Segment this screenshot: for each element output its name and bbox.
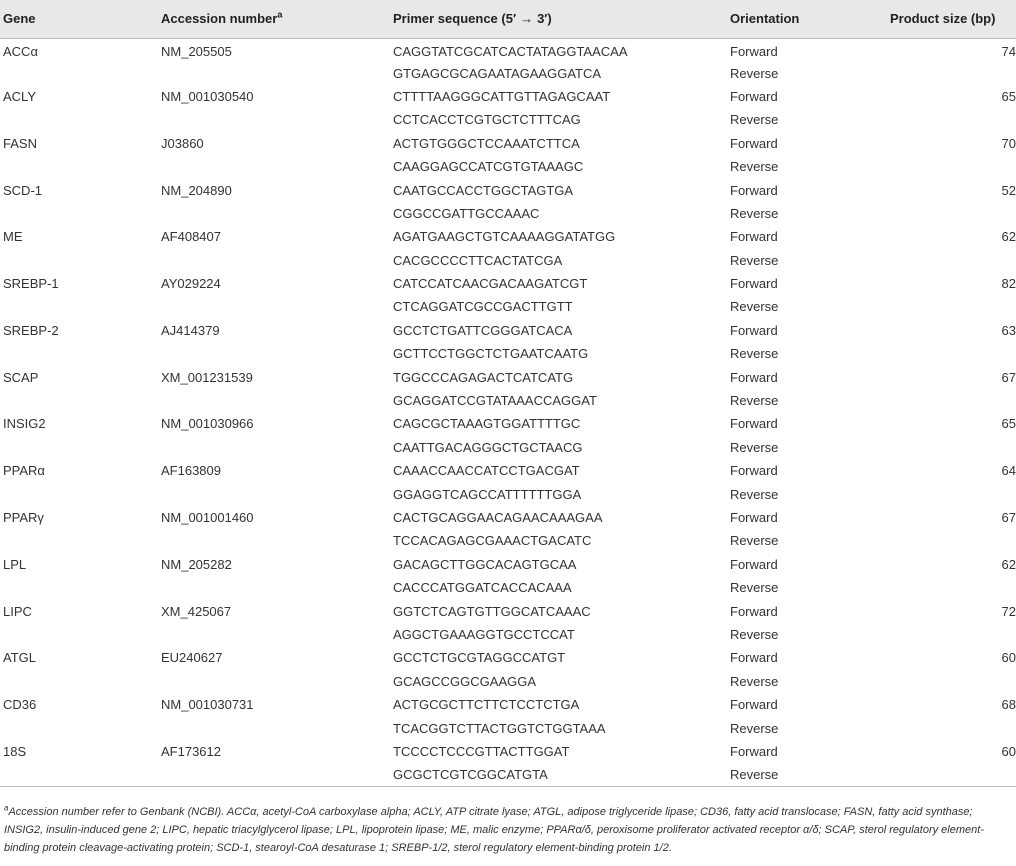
accession-cell-empty bbox=[161, 389, 393, 412]
gene-cell-empty bbox=[0, 389, 161, 412]
accession-cell-empty bbox=[161, 155, 393, 178]
reverse-primer-cell: GTGAGCGCAGAATAGAAGGATCA bbox=[393, 65, 602, 81]
orientation-cell: Reverse bbox=[730, 205, 779, 221]
orientation-cell: Reverse bbox=[730, 252, 779, 268]
reverse-primer-cell: GCAGGATCCGTATAAACCAGGAT bbox=[393, 393, 597, 409]
product-size-cell: 52 bbox=[1001, 182, 1016, 198]
header-accession bbox=[161, 0, 393, 38]
gene-cell: PPARα bbox=[3, 463, 45, 479]
orientation-cell: Reverse bbox=[730, 65, 779, 81]
product-size-cell: 62 bbox=[1001, 229, 1016, 245]
table-row bbox=[0, 716, 1016, 739]
table-row bbox=[0, 553, 1016, 576]
accession-cell-empty bbox=[161, 670, 393, 693]
forward-primer-cell: GCCTCTGCGTAGGCCATGT bbox=[393, 650, 566, 666]
accession-cell-empty bbox=[161, 61, 393, 84]
orientation-cell: Forward bbox=[730, 88, 778, 104]
accession-cell-empty bbox=[161, 342, 393, 365]
product-size-cell-empty bbox=[890, 61, 1016, 84]
table-row bbox=[0, 155, 1016, 178]
forward-primer-cell: ACTGTGGGCTCCAAATCTTCA bbox=[393, 135, 580, 151]
table-footnote bbox=[4, 803, 1012, 857]
accession-cell: AF408407 bbox=[161, 229, 221, 245]
table-header bbox=[0, 0, 1016, 38]
product-size-cell: 70 bbox=[1001, 135, 1016, 151]
product-size-cell: 67 bbox=[1001, 510, 1016, 525]
forward-primer-cell: CAATGCCACCTGGCTAGTGA bbox=[393, 182, 574, 198]
forward-primer-cell: ACTGCGCTTCTTCTCCTCTGA bbox=[393, 697, 580, 713]
table-row bbox=[0, 599, 1016, 622]
header-product-size: Product size (bp) bbox=[890, 0, 1016, 38]
header-gene: Gene bbox=[0, 0, 161, 38]
product-size-cell: 74 bbox=[1001, 44, 1016, 60]
gene-cell-empty bbox=[0, 763, 161, 786]
header-orientation: Orientation bbox=[730, 0, 890, 38]
header-accession-footnote-marker: a bbox=[277, 9, 283, 20]
table-row bbox=[0, 412, 1016, 435]
gene-cell-empty bbox=[0, 576, 161, 599]
gene-cell-empty bbox=[0, 295, 161, 318]
reverse-primer-cell: GGAGGTCAGCCATTTTTTGGA bbox=[393, 486, 582, 502]
product-size-cell: 68 bbox=[1001, 697, 1016, 713]
orientation-cell: Forward bbox=[730, 322, 778, 338]
orientation-cell: Reverse bbox=[730, 159, 779, 175]
product-size-cell: 72 bbox=[1001, 603, 1016, 619]
orientation-cell: Reverse bbox=[730, 439, 779, 455]
forward-primer-cell: GCCTCTGATTCGGGATCACA bbox=[393, 322, 573, 338]
accession-cell-empty bbox=[161, 716, 393, 739]
product-size-cell-empty bbox=[890, 249, 1016, 272]
table-row bbox=[0, 38, 1016, 61]
accession-cell-empty bbox=[161, 482, 393, 505]
accession-cell: AF163809 bbox=[161, 463, 221, 479]
orientation-cell: Forward bbox=[730, 44, 778, 60]
header-primer-prefix: Primer sequence (5′ bbox=[393, 11, 517, 27]
accession-cell: EU240627 bbox=[161, 650, 223, 666]
forward-primer-cell: GACAGCTTGGCACAGTGCAA bbox=[393, 556, 577, 572]
accession-cell-empty bbox=[161, 249, 393, 272]
accession-cell: AJ414379 bbox=[161, 322, 220, 338]
product-size-cell: 82 bbox=[1001, 276, 1016, 292]
orientation-cell: Forward bbox=[730, 416, 778, 432]
forward-primer-cell: CATCCATCAACGACAAGATCGT bbox=[393, 276, 588, 292]
gene-cell: FASN bbox=[3, 135, 37, 151]
table-row bbox=[0, 178, 1016, 201]
header-primer-sequence bbox=[393, 0, 730, 38]
product-size-cell: 62 bbox=[1001, 556, 1016, 572]
gene-cell: ATGL bbox=[3, 650, 36, 666]
gene-cell-empty bbox=[0, 623, 161, 646]
footnote-text: Accession number refer to Genbank (NCBI). ACCα, acetyl-CoA carboxylase alpha; ACLY, ATP citrate lyase; ATGL, adipose triglyceride lipase; CD36, fatty acid translocase; FASN, fatty acid synthase; INSIG2, insulin-induced gene 2; LIPC, hepatic triacylglycerol lipase; LPL, lipoprotein lipase; ME, malic enzyme; PPARα/δ, peroxisome proliferator activated receptor α/δ; SCAP, sterol regulatory element-binding protein cleavage-activating protein; SCD-1, stearoyl-CoA desaturase 1; SREBP-1/2, sterol regulatory element-binding protein 1/2. bbox=[4, 806, 984, 854]
gene-cell: 18S bbox=[3, 743, 27, 759]
orientation-cell: Forward bbox=[730, 556, 778, 572]
orientation-cell: Forward bbox=[730, 743, 778, 759]
gene-cell-empty bbox=[0, 155, 161, 178]
reverse-primer-cell: CACGCCCCTTCACTATCGA bbox=[393, 252, 563, 268]
table-row bbox=[0, 342, 1016, 365]
product-size-cell: 64 bbox=[1001, 463, 1016, 479]
table-row bbox=[0, 272, 1016, 295]
product-size-cell-empty bbox=[890, 342, 1016, 365]
reverse-primer-cell: CGGCCGATTGCCAAAC bbox=[393, 205, 540, 221]
product-size-cell: 67 bbox=[1001, 369, 1016, 385]
accession-cell-empty bbox=[161, 576, 393, 599]
gene-cell-empty bbox=[0, 61, 161, 84]
product-size-cell-empty bbox=[890, 716, 1016, 739]
orientation-cell: Reverse bbox=[730, 580, 779, 596]
forward-primer-cell: AGATGAAGCTGTCAAAAGGATATGG bbox=[393, 229, 616, 245]
orientation-cell: Reverse bbox=[730, 720, 779, 736]
table-row bbox=[0, 319, 1016, 342]
accession-cell-empty bbox=[161, 623, 393, 646]
table-row bbox=[0, 646, 1016, 669]
product-size-cell: 60 bbox=[1001, 650, 1016, 666]
accession-cell: XM_425067 bbox=[161, 603, 232, 619]
table-body bbox=[0, 38, 1016, 787]
table-row bbox=[0, 529, 1016, 552]
table-row bbox=[0, 389, 1016, 412]
reverse-primer-cell: AGGCTGAAAGGTGCCTCCAT bbox=[393, 626, 575, 642]
product-size-cell-empty bbox=[890, 108, 1016, 131]
gene-cell: LIPC bbox=[3, 603, 32, 619]
orientation-cell: Forward bbox=[730, 650, 778, 666]
table-row bbox=[0, 436, 1016, 459]
table-row bbox=[0, 623, 1016, 646]
right-arrow-icon: → bbox=[520, 11, 534, 27]
gene-cell-empty bbox=[0, 202, 161, 225]
reverse-primer-cell: CTCAGGATCGCCGACTTGTT bbox=[393, 299, 573, 315]
product-size-cell-empty bbox=[890, 482, 1016, 505]
table-row bbox=[0, 670, 1016, 693]
accession-cell: NM_001001460 bbox=[161, 510, 254, 525]
table-row bbox=[0, 365, 1016, 388]
gene-cell: LPL bbox=[3, 556, 27, 572]
table-row bbox=[0, 506, 1016, 529]
orientation-cell: Reverse bbox=[730, 299, 779, 315]
orientation-cell: Forward bbox=[730, 463, 778, 479]
gene-cell: ACLY bbox=[3, 88, 36, 104]
orientation-cell: Forward bbox=[730, 135, 778, 151]
orientation-cell: Forward bbox=[730, 229, 778, 245]
gene-cell-empty bbox=[0, 482, 161, 505]
table-row bbox=[0, 740, 1016, 763]
gene-cell: SCAP bbox=[3, 369, 39, 385]
accession-cell: NM_001030731 bbox=[161, 697, 254, 713]
gene-cell: ACCα bbox=[3, 44, 38, 60]
forward-primer-cell: CAGGTATCGCATCACTATAGGTAACAA bbox=[393, 44, 628, 60]
table-row bbox=[0, 225, 1016, 248]
table-row bbox=[0, 61, 1016, 84]
product-size-cell: 60 bbox=[1001, 743, 1016, 759]
orientation-cell: Forward bbox=[730, 603, 778, 619]
header-primer-suffix: 3′) bbox=[537, 11, 552, 27]
accession-cell-empty bbox=[161, 763, 393, 786]
product-size-cell-empty bbox=[890, 576, 1016, 599]
product-size-cell-empty bbox=[890, 389, 1016, 412]
gene-cell-empty bbox=[0, 249, 161, 272]
gene-cell: INSIG2 bbox=[3, 416, 46, 432]
gene-cell-empty bbox=[0, 716, 161, 739]
orientation-cell: Reverse bbox=[730, 112, 779, 128]
reverse-primer-cell: GCGCTCGTCGGCATGTA bbox=[393, 763, 730, 786]
orientation-cell: Reverse bbox=[730, 763, 890, 786]
gene-cell: ME bbox=[3, 229, 23, 245]
forward-primer-cell: TGGCCCAGAGACTCATCATG bbox=[393, 369, 574, 385]
product-size-cell-empty bbox=[890, 155, 1016, 178]
orientation-cell: Forward bbox=[730, 697, 778, 713]
gene-cell: SREBP-1 bbox=[3, 276, 59, 292]
reverse-primer-cell: CAAGGAGCCATCGTGTAAAGC bbox=[393, 159, 584, 175]
accession-cell: XM_001231539 bbox=[161, 369, 253, 385]
accession-cell: NM_001030540 bbox=[161, 88, 254, 104]
accession-cell: AY029224 bbox=[161, 276, 221, 292]
orientation-cell: Reverse bbox=[730, 393, 779, 409]
table-row bbox=[0, 249, 1016, 272]
accession-cell-empty bbox=[161, 529, 393, 552]
table-row bbox=[0, 576, 1016, 599]
orientation-cell: Reverse bbox=[730, 486, 779, 502]
orientation-cell: Reverse bbox=[730, 673, 779, 689]
orientation-cell: Forward bbox=[730, 276, 778, 292]
gene-cell: SCD-1 bbox=[3, 182, 43, 198]
header-row bbox=[0, 0, 1016, 38]
accession-cell-empty bbox=[161, 108, 393, 131]
gene-cell: CD36 bbox=[3, 697, 37, 713]
reverse-primer-cell: CACCCATGGATCACCACAAA bbox=[393, 580, 572, 596]
reverse-primer-cell: TCACGGTCTTACTGGTCTGGTAAA bbox=[393, 720, 606, 736]
product-size-cell: 65 bbox=[1001, 416, 1016, 432]
accession-cell: AF173612 bbox=[161, 743, 221, 759]
product-size-cell-empty bbox=[890, 295, 1016, 318]
gene-cell-empty bbox=[0, 436, 161, 459]
product-size-cell-empty bbox=[890, 623, 1016, 646]
accession-cell-empty bbox=[161, 436, 393, 459]
orientation-cell: Forward bbox=[730, 369, 778, 385]
product-size-cell-empty bbox=[890, 436, 1016, 459]
gene-cell-empty bbox=[0, 108, 161, 131]
product-size-cell: 65 bbox=[1001, 88, 1016, 104]
product-size-cell-empty bbox=[890, 763, 1016, 786]
orientation-cell: Reverse bbox=[730, 346, 779, 362]
gene-cell-empty bbox=[0, 670, 161, 693]
orientation-cell: Reverse bbox=[730, 533, 779, 549]
table-row bbox=[0, 693, 1016, 716]
forward-primer-cell: TCCCCTCCCGTTACTTGGAT bbox=[393, 743, 570, 759]
forward-primer-cell: CTTTTAAGGGCATTGTTAGAGCAAT bbox=[393, 88, 611, 104]
reverse-primer-cell: GCAGCCGGCGAAGGA bbox=[393, 673, 537, 689]
header-accession-label: Accession number bbox=[161, 11, 278, 27]
forward-primer-cell: CAGCGCTAAAGTGGATTTTGC bbox=[393, 416, 581, 432]
accession-cell-empty bbox=[161, 202, 393, 225]
accession-cell: NM_001030966 bbox=[161, 416, 254, 432]
forward-primer-cell: GGTCTCAGTGTTGGCATCAAAC bbox=[393, 603, 591, 619]
product-size-cell-empty bbox=[890, 202, 1016, 225]
product-size-cell-empty bbox=[890, 670, 1016, 693]
accession-cell: NM_205505 bbox=[161, 44, 232, 60]
table-row bbox=[0, 295, 1016, 318]
orientation-cell: Reverse bbox=[730, 626, 779, 642]
forward-primer-cell: CAAACCAACCATCCTGACGAT bbox=[393, 463, 580, 479]
reverse-primer-cell: CAATTGACAGGGCTGCTAACG bbox=[393, 439, 583, 455]
forward-primer-cell: CACTGCAGGAACAGAACAAAGAA bbox=[393, 510, 603, 525]
table-row bbox=[0, 202, 1016, 225]
gene-cell: PPARγ bbox=[3, 510, 44, 525]
product-size-cell: 63 bbox=[1001, 322, 1016, 338]
reverse-primer-cell: CCTCACCTCGTGCTCTTTCAG bbox=[393, 112, 581, 128]
gene-cell: SREBP-2 bbox=[3, 322, 59, 338]
table-row bbox=[0, 108, 1016, 131]
accession-cell: NM_205282 bbox=[161, 556, 232, 572]
reverse-primer-cell: TCCACAGAGCGAAACTGACATC bbox=[393, 533, 592, 549]
table-row bbox=[0, 132, 1016, 155]
orientation-cell: Forward bbox=[730, 510, 778, 525]
footnote-marker: a bbox=[4, 803, 9, 813]
product-size-cell-empty bbox=[890, 529, 1016, 552]
accession-cell: NM_204890 bbox=[161, 182, 232, 198]
table-row bbox=[0, 85, 1016, 108]
gene-cell-empty bbox=[0, 529, 161, 552]
reverse-primer-cell: GCTTCCTGGCTCTGAATCAATG bbox=[393, 346, 589, 362]
table-row bbox=[0, 482, 1016, 505]
gene-cell-empty bbox=[0, 342, 161, 365]
accession-cell: J03860 bbox=[161, 135, 204, 151]
accession-cell-empty bbox=[161, 295, 393, 318]
orientation-cell: Forward bbox=[730, 182, 778, 198]
table-row bbox=[0, 763, 1016, 786]
table-row bbox=[0, 459, 1016, 482]
